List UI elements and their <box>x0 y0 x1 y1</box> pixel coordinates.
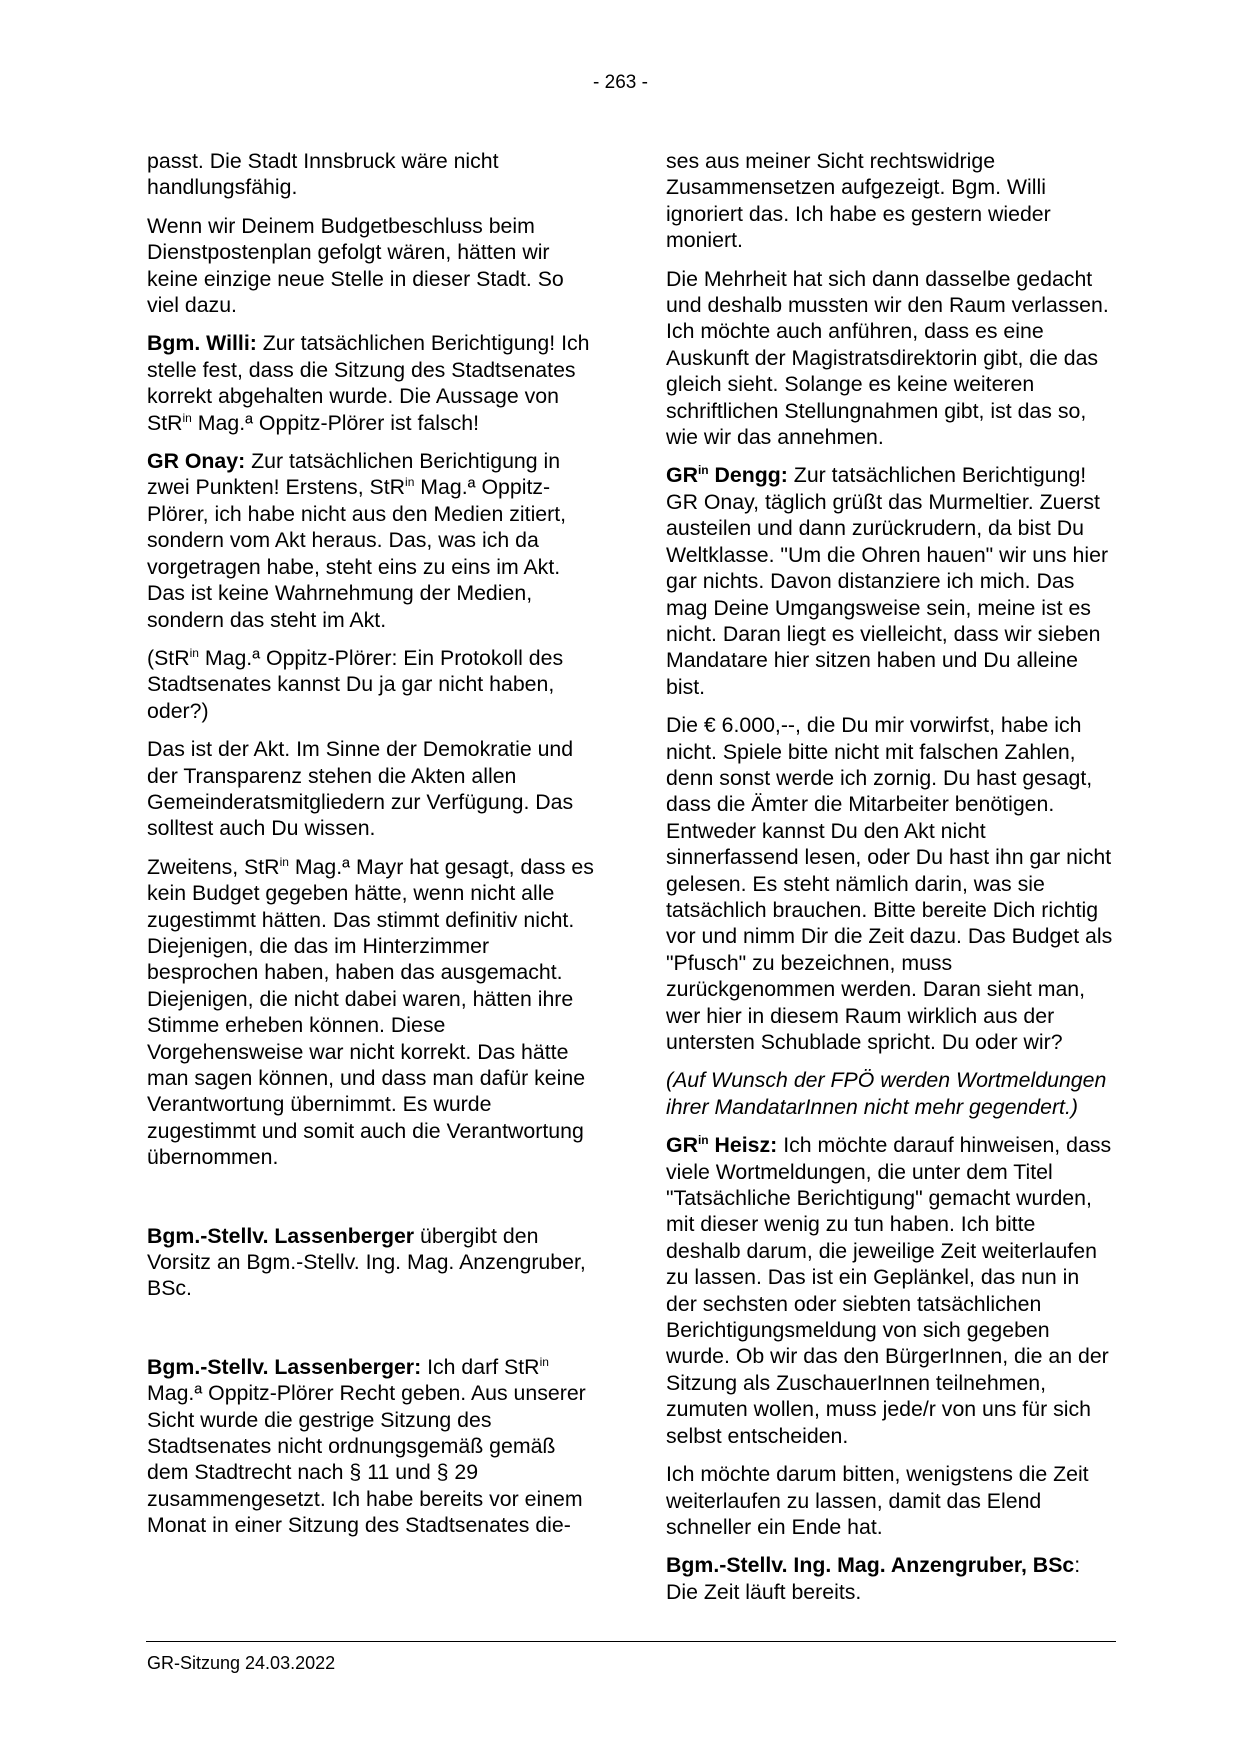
footer-divider <box>146 1641 1116 1642</box>
speaker-name: $GR^{in}$ Heisz: <box>666 1133 778 1158</box>
editorial-note: (Auf Wunsch der FPÖ werden Wortmeldungen ihrer MandatarInnen nicht mehr gegendert.) <box>666 1068 1107 1119</box>
paragraph: Wenn wir Deinem Budgetbeschluss beim Dienstpostenplan gefolgt wären, hätten wir keine einzige neue Stelle in dieser Stadt. So viel dazu. <box>147 213 564 318</box>
interjection: (StR$^{in}$ Mag.ª Oppitz-Plörer: Ein Protokoll des Stadtsenates kannst Du ja gar nicht haben, oder?) <box>147 645 564 723</box>
footer-text: GR-Sitzung 24.03.2022 <box>147 1653 336 1673</box>
paragraph: Bgm. Willi: Zur tatsächlichen Berichtigung! Ich stelle fest, dass die Sitzung des Stadtsenates korrekt abgehalten wurde. Die Aussage von StR$^{in}$ Mag.ª Oppitz-Plörer ist falsch! <box>147 331 590 435</box>
page-number: - 263 - <box>593 72 648 93</box>
paragraph: ses aus meiner Sicht rechtswidrige Zusammensetzen aufgezeigt. Bgm. Willi ignoriert das. Ich habe es gestern wieder moniert. <box>666 149 1051 253</box>
paragraph: GR Onay: Zur tatsächlichen Berichtigung in zwei Punkten! Erstens, StR$^{in}$ Mag.ª Oppitz-Plörer, ich habe nicht aus den Medien zitiert, sondern vom Akt heraus. Das, was ich da vorgetragen habe, steht eins zu eins im Akt. Das ist keine Wahrnehmung der Medien, sondern das steht im Akt. <box>147 449 567 632</box>
paragraph: Bgm.-Stellv. Ing. Mag. Anzengruber, BSc: Die Zeit läuft bereits. <box>666 1553 1081 1604</box>
chair-handover: Bgm.-Stellv. Lassenberger übergibt den Vorsitz an Bgm.-Stellv. Ing. Mag. Anzengruber, BSc. <box>147 1223 586 1301</box>
left-column <box>147 148 597 1551</box>
paragraph: Zweitens, StR$^{in}$ Mag.ª Mayr hat gesagt, dass es kein Budget gegeben hätte, wenn nicht alle zugestimmt hätten. Das stimmt definitiv nicht. Diejenigen, die das im Hinterzimmer besprochen haben, haben das ausgemacht. Diejenigen, die nicht dabei waren, hätten ihre Stimme erheben können. Diese Vorgehensweise war nicht korrekt. Das hätte man sagen können, und dass man dafür keine Verantwortung übernimmt. Es wurde zugestimmt und somit auch die Verantwortung übernommen. <box>147 854 594 1170</box>
speaker-name: Bgm.-Stellv. Lassenberger: <box>147 1354 422 1379</box>
speaker-name: Bgm. Willi: <box>147 331 257 356</box>
paragraph: Das ist der Akt. Im Sinne der Demokratie und der Transparenz stehen die Akten allen Gemeinderatsmitgliedern zur Verfügung. Das solltest auch Du wissen. <box>147 737 574 841</box>
paragraph: passt. Die Stadt Innsbruck wäre nicht handlungsfähig. <box>147 149 499 200</box>
speaker-name: GR Onay: <box>147 449 246 474</box>
paragraph: $GR^{in}$ Heisz: Ich möchte darauf hinweisen, dass viele Wortmeldungen, die unter dem Titel "Tatsächliche Berichtigung" gemacht wurden, mit dieser wenig zu tun haben. Ich bitte deshalb darum, die jeweilige Zeit weiterlaufen zu lassen. Das ist ein Geplänkel, das nun in der sechsten oder siebten tatsächlichen Berichtigungsmeldung von sich gegeben wurde. Ob wir das den BürgerInnen, die an der Sitzung als ZuschauerInnen teilnehmen, zumuten wollen, muss jede/r von uns für sich selbst entscheiden. <box>666 1133 1112 1448</box>
paragraph: Bgm.-Stellv. Lassenberger: Ich darf StR$^{in}$ Mag.ª Oppitz-Plörer Recht geben. Aus unserer Sicht wurde die gestrige Sitzung des Stadtsenates nicht ordnungsgemäß gemäß dem Stadtrecht nach § 11 und § 29 zusammengesetzt. Ich habe bereits vor einem Monat in einer Sitzung des Stadtsenates die- <box>147 1354 586 1538</box>
paragraph: Die Mehrheit hat sich dann dasselbe gedacht und deshalb mussten wir den Raum verlassen. Ich möchte auch anführen, dass es eine Auskunft der Magistratsdirektorin gibt, die das gleich sieht. Solange es keine weiteren schriftlichen Stellungnahmen gibt, ist das so, wie wir das annehmen. <box>666 266 1109 450</box>
paragraph: Ich möchte darum bitten, wenigstens die Zeit weiterlaufen zu lassen, damit das Elend schneller ein Ende hat. <box>666 1462 1089 1539</box>
paragraph: Die € 6.000,--, die Du mir vorwirfst, habe ich nicht. Spiele bitte nicht mit falschen Zahlen, denn sonst werde ich zornig. Du hast gesagt, dass die Ämter die Mitarbeiter benötigen. Entweder kannst Du den Akt nicht sinnerfassend lesen, oder Du hast ihn gar nicht gelesen. Es steht nämlich darin, was sie tatsächlich brauchen. Bitte bereite Dich richtig vor und nimm Dir die Zeit dazu. Das Budget als "Pfusch" zu bezeichnen, muss zurückgenommen werden. Daran sieht man, wer hier in diesem Raum wirklich aus der untersten Schublade spricht. Du oder wir? <box>666 713 1113 1054</box>
speaker-name: $GR^{in}$ Dengg: <box>666 463 788 488</box>
right-column <box>666 148 1114 1617</box>
speaker-name: Bgm.-Stellv. Lassenberger <box>147 1223 415 1248</box>
speaker-name: Bgm.-Stellv. Ing. Mag. Anzengruber, BSc <box>666 1553 1075 1578</box>
paragraph: $GR^{in}$ Dengg: Zur tatsächlichen Berichtigung! GR Onay, täglich grüßt das Murmeltier. Zuerst austeilen und dann zurückrudern, da bist Du Weltklasse. "Um die Ohren hauen" wir uns hier gar nichts. Davon distanziere ich mich. Das mag Deine Umgangsweise sein, meine ist es nicht. Daran liegt es vielleicht, dass wir sieben Mandatare hier sitzen haben und Du alleine bist. <box>666 463 1109 699</box>
